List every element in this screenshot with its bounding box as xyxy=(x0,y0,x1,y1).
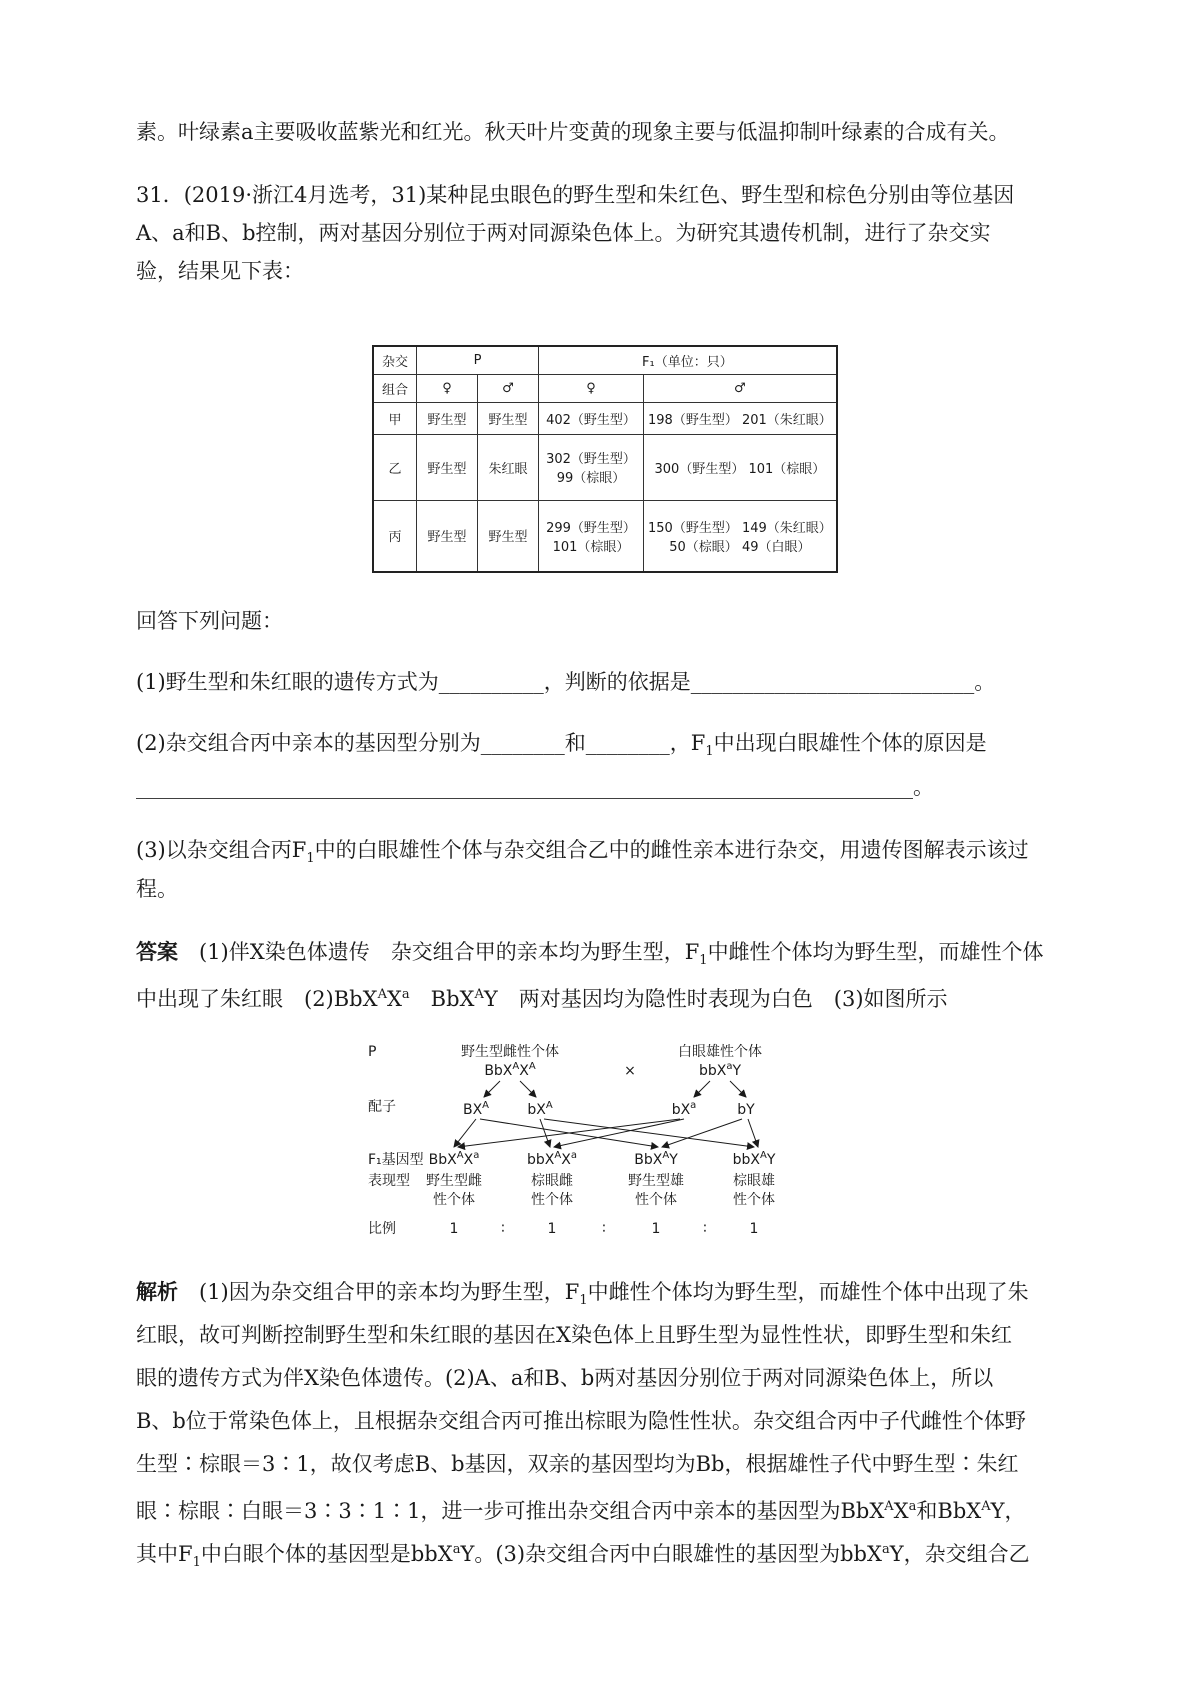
row-f1-male: 300（野生型） 101（棕眼） xyxy=(644,434,837,500)
text-span: (1)因为杂交组合甲的亲本均为野生型，F xyxy=(199,1280,580,1304)
header-cross: 杂交 xyxy=(373,346,417,374)
offspring-genotype-3: BbX$^A$Y xyxy=(634,1150,678,1168)
female-parent-label: 野生型雌性个体 xyxy=(461,1044,559,1060)
ratio-value: 1 xyxy=(651,1221,661,1237)
ratio-separator: ∶ xyxy=(703,1221,707,1237)
question-31-line-2: A、a和B、b控制，两对基因分别位于两对同源染色体上。为研究其遗传机制，进行了杂交实 xyxy=(136,221,991,245)
offspring-phenotype-4b: 性个体 xyxy=(733,1192,775,1208)
arrow xyxy=(662,1119,742,1147)
arrow xyxy=(520,1081,536,1097)
genetic-cross-diagram xyxy=(350,1035,850,1240)
ratio-separator: ∶ xyxy=(602,1221,606,1237)
explanation-line-5: 生型∶棕眼＝3∶1，故仅考虑B、b基因，双亲的基因型均为Bb，根据雄性子代中野生型∶朱红 xyxy=(136,1452,1019,1476)
header-p-male: ♂ xyxy=(478,374,539,402)
offspring-genotype-2: $bbX^AX^a$ xyxy=(527,1150,577,1168)
arrow xyxy=(540,1119,550,1147)
female-parent-genotype: $BbX^AX^A$ xyxy=(484,1061,536,1079)
answer-line-1: 答案 (1)伴X染色体遗传 杂交组合甲的亲本均为野生型，$F_1$中雌性个体均为野生型，而雄性个体 xyxy=(136,939,1044,969)
text-span: (3)以杂交组合丙F xyxy=(136,838,307,862)
answer-label: 答案 xyxy=(136,939,178,964)
row-label-f1-genotype: F₁基因型 xyxy=(368,1152,424,1168)
text-span: (2)杂交组合丙中亲本的基因型分别为________和________，F xyxy=(136,731,706,755)
row-p-female: 野生型 xyxy=(417,500,478,572)
offspring-genotype-4: bbX$^A$Y xyxy=(732,1150,776,1168)
explanation-line-2: 红眼，故可判断控制野生型和朱红眼的基因在X染色体上且野生型为显性性状，即野生型和朱红 xyxy=(136,1323,1012,1347)
male-parent-label: 白眼雄性个体 xyxy=(678,1044,762,1060)
arrow xyxy=(730,1081,746,1097)
row-f1-female xyxy=(539,500,644,572)
text-span: (1)伴X染色体遗传 杂交组合甲的亲本均为野生型，F xyxy=(199,940,700,964)
offspring-phenotype-3b: 性个体 xyxy=(635,1192,677,1208)
row-label-phenotype: 表现型 xyxy=(368,1173,410,1189)
arrow xyxy=(694,1081,710,1097)
explanation-line-7: 其中$F_1$中白眼个体的基因型是bbX$^a$Y。(3)杂交组合丙中白眼雄性的基因型为bbX$^a$Y，杂交组合乙 xyxy=(136,1542,1030,1571)
row-f1-female-line: 302（野生型） xyxy=(546,452,636,467)
row-f1-female: 402（野生型） xyxy=(539,402,644,434)
text-span: 中白眼个体的基因型是bbX xyxy=(200,1542,453,1566)
row-p-male: 野生型 xyxy=(478,402,539,434)
ratio-separator: ∶ xyxy=(501,1221,505,1237)
cross-symbol: × xyxy=(624,1063,636,1079)
offspring-phenotype-1b: 性个体 xyxy=(433,1192,475,1208)
arrow xyxy=(748,1119,758,1147)
header-p: P xyxy=(417,346,539,374)
row-name: 丙 xyxy=(373,500,417,572)
row-f1-female-line: 99（棕眼） xyxy=(556,471,626,486)
cross-results-table xyxy=(372,345,838,573)
answer-line-2: 中出现了朱红眼 $(2)BbX^AX^a$ BbX$^A$Y 两对基因均为隐性时表现为白色 (3)如图所示 xyxy=(136,987,948,1011)
header-f1-male: ♂ xyxy=(644,374,837,402)
offspring-phenotype-1: 野生型雌 xyxy=(426,1173,482,1189)
sub-question-3-line-1: (3)以杂交组合丙$F_1$中的白眼雄性个体与杂交组合乙中的雌性亲本进行杂交，用遗传图解表示该过 xyxy=(136,838,1029,867)
gamete-bXa: $bX^a$ xyxy=(671,1100,697,1118)
ratio-value: 1 xyxy=(749,1221,759,1237)
gamete-bY: bY xyxy=(737,1102,755,1118)
text-span: 中出现了朱红眼 (2)BbX xyxy=(136,987,378,1011)
row-name: 乙 xyxy=(373,434,417,500)
text-span: 中出现白眼雄性个体的原因是 xyxy=(713,731,987,755)
row-p-female: 野生型 xyxy=(417,434,478,500)
row-f1-female xyxy=(539,434,644,500)
answer-prompt: 回答下列问题： xyxy=(136,609,283,633)
sub-question-2-line-2: __________________________________________________________________________。 xyxy=(136,775,934,799)
text-span: 中的白眼雄性个体与杂交组合乙中的雌性亲本进行杂交，用遗传图解表示该过 xyxy=(314,838,1029,862)
explanation-line-3: 眼的遗传方式为伴X染色体遗传。(2)A、a和B、b两对基因分别位于两对同源染色体上，所以 xyxy=(136,1366,994,1390)
sub-question-2-line-1: (2)杂交组合丙中亲本的基因型分别为________和________，$F_1$中出现白眼雄性个体的原因是 xyxy=(136,731,987,760)
row-f1-female-line: 101（棕眼） xyxy=(552,539,630,555)
offspring-phenotype-2: 棕眼雌 xyxy=(531,1173,573,1189)
offspring-phenotype-3: 野生型雄 xyxy=(628,1173,684,1189)
text-line-1: 素。叶绿素a主要吸收蓝紫光和红光。秋天叶片变黄的现象主要与低温抑制叶绿素的合成有关。 xyxy=(136,120,1010,144)
row-p-female: 野生型 xyxy=(417,402,478,434)
row-name: 甲 xyxy=(373,402,417,434)
row-p-male: 野生型 xyxy=(478,500,539,572)
text-span: (3)杂交组合丙中白眼雄性的基因型为bbX xyxy=(495,1542,882,1566)
row-f1-male: 198（野生型） 201（朱红眼） xyxy=(644,402,837,434)
gamete-bXA: $bX^A$ xyxy=(527,1100,553,1118)
text-span: 其中F xyxy=(136,1542,193,1566)
explanation-label: 解析 xyxy=(136,1279,178,1304)
explanation-line-4: B、b位于常染色体上，且根据杂交组合丙可推出棕眼为隐性性状。杂交组合丙中子代雌性个体野 xyxy=(136,1409,1026,1433)
header-f1-female: ♀ xyxy=(539,374,644,402)
gamete-BXA: $BX^A$ xyxy=(462,1100,490,1118)
row-label-gamete: 配子 xyxy=(368,1099,396,1115)
offspring-phenotype-2b: 性个体 xyxy=(531,1192,573,1208)
arrow xyxy=(484,1081,500,1097)
row-p-male: 朱红眼 xyxy=(478,434,539,500)
text-span: 中雌性个体均为野生型，而雄性个体 xyxy=(707,940,1044,964)
sub-question-1: (1)野生型和朱红眼的遗传方式为__________，判断的依据是___________________________。 xyxy=(136,670,996,694)
offspring-genotype-1: $BbX^AX^a$ xyxy=(428,1150,480,1168)
arrow xyxy=(454,1119,476,1147)
ratio-value: 1 xyxy=(449,1221,459,1237)
header-group: 组合 xyxy=(373,374,417,402)
row-f1-male-line: 50（棕眼） 49（白眼） xyxy=(669,539,811,555)
text-span: 中雌性个体均为野生型，而雄性个体中出现了朱 xyxy=(587,1280,1029,1304)
explanation-line-1: 解析 (1)因为杂交组合甲的亲本均为野生型，$F_1$中雌性个体均为野生型，而雄性个体中出现了朱 xyxy=(136,1279,1029,1309)
offspring-phenotype-4: 棕眼雄 xyxy=(733,1173,775,1189)
header-f1: F₁（单位：只） xyxy=(539,346,837,374)
row-f1-female-line: 299（野生型） xyxy=(546,520,636,536)
row-f1-male xyxy=(644,500,837,572)
row-f1-male-line: 150（野生型） 149（朱红眼） xyxy=(648,520,832,536)
row-label-p: P xyxy=(368,1044,377,1060)
explanation-line-6: 眼∶棕眼∶白眼＝3∶3∶1∶1，进一步可推出杂交组合丙中亲本的基因型为$BbX^AX^a$和BbX$^A$Y， xyxy=(136,1499,1026,1523)
text-span: 眼∶棕眼∶白眼＝3∶3∶1∶1，进一步可推出杂交组合丙中亲本的基因型为BbX xyxy=(136,1499,885,1523)
row-label-ratio: 比例 xyxy=(368,1221,396,1237)
male-parent-genotype: bbX$^a$Y xyxy=(698,1061,742,1079)
header-p-female: ♀ xyxy=(417,374,478,402)
sub-question-3-line-2: 程。 xyxy=(136,877,178,901)
question-31-line-1: 31．(2019·浙江4月选考，31)某种昆虫眼色的野生型和朱红色、野生型和棕色分别由等位基因 xyxy=(136,183,1015,207)
ratio-value: 1 xyxy=(547,1221,557,1237)
question-31-line-3: 验，结果见下表： xyxy=(136,259,304,283)
